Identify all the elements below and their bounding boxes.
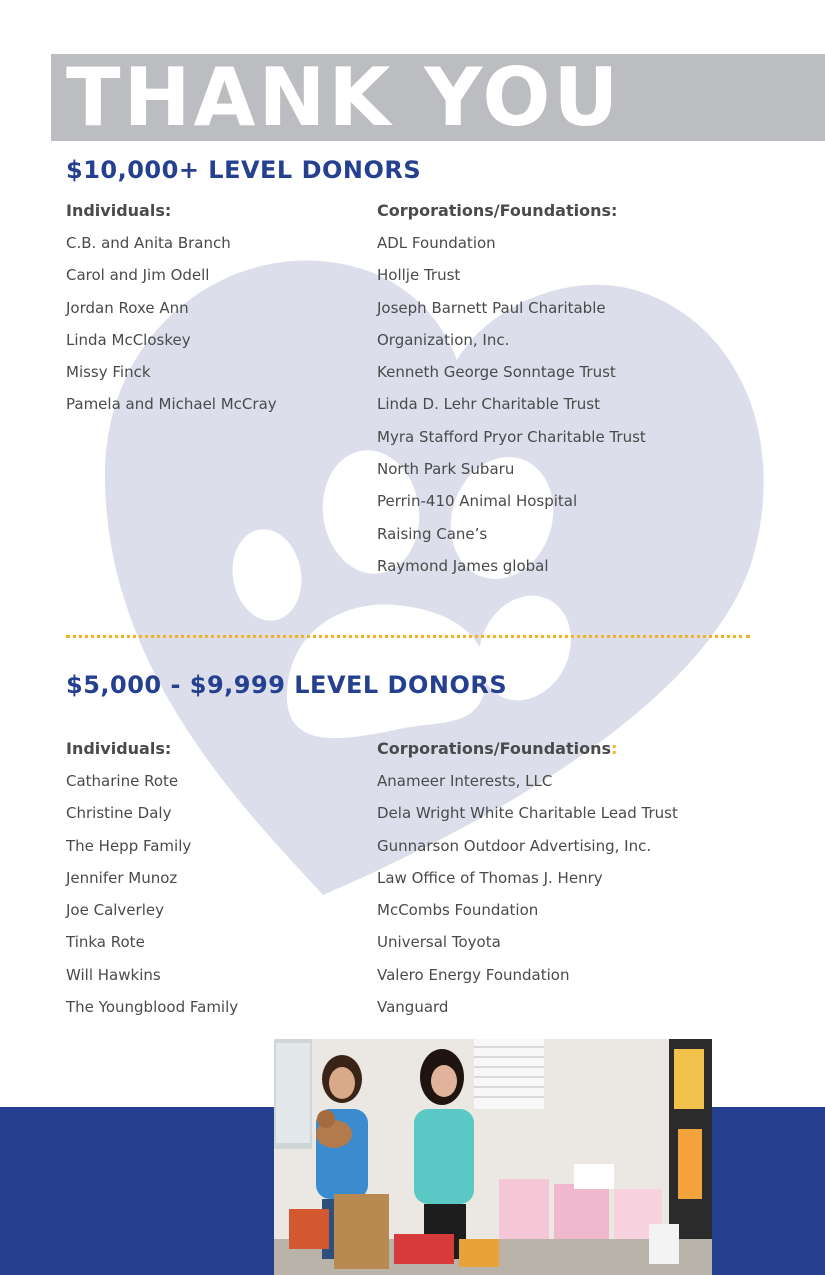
list-item: Law Office of Thomas J. Henry bbox=[377, 868, 603, 887]
list-item: Jordan Roxe Ann bbox=[66, 298, 189, 317]
list-item: Gunnarson Outdoor Advertising, Inc. bbox=[377, 836, 652, 855]
list-item: Catharine Rote bbox=[66, 772, 179, 790]
page-title: THANK YOU bbox=[66, 51, 622, 144]
list-item: Anameer Interests, LLC bbox=[377, 772, 553, 790]
corporations-heading-colon: : bbox=[610, 739, 618, 758]
list-item: Raising Cane’s bbox=[377, 524, 488, 543]
list-item: Linda D. Lehr Charitable Trust bbox=[377, 395, 600, 414]
list-item: Perrin-410 Animal Hospital bbox=[377, 492, 578, 511]
corporations-heading: Corporations/Foundations: bbox=[377, 201, 618, 220]
list-item: Carol and Jim Odell bbox=[66, 266, 210, 285]
corporations-list bbox=[377, 772, 678, 1030]
list-item: Will Hawkins bbox=[66, 965, 161, 984]
volunteers-photo bbox=[274, 1039, 712, 1275]
list-item: McCombs Foundation bbox=[377, 901, 539, 920]
section-heading-10000: $10,000+ LEVEL DONORS bbox=[66, 156, 422, 184]
list-item: Christine Daly bbox=[66, 804, 172, 823]
list-item: Kenneth George Sonntage Trust bbox=[377, 363, 616, 382]
list-item: Joseph Barnett Paul Charitable bbox=[377, 298, 606, 317]
list-item: Tinka Rote bbox=[66, 933, 145, 952]
list-item: Linda McCloskey bbox=[66, 330, 191, 349]
list-item: Raymond James global bbox=[377, 556, 549, 575]
list-item: The Hepp Family bbox=[66, 836, 192, 855]
list-item: C.B. and Anita Branch bbox=[66, 234, 231, 252]
list-item: ADL Foundation bbox=[377, 234, 496, 252]
list-item: Joe Calverley bbox=[66, 901, 164, 920]
list-item: Jennifer Munoz bbox=[66, 868, 178, 887]
individuals-heading: Individuals: bbox=[66, 739, 172, 758]
list-item: Valero Energy Foundation bbox=[377, 965, 570, 984]
section-divider bbox=[66, 635, 750, 638]
list-item: Missy Finck bbox=[66, 363, 151, 382]
corporations-heading bbox=[377, 739, 617, 758]
list-item: Organization, Inc. bbox=[377, 330, 510, 349]
list-item: Hollje Trust bbox=[377, 266, 461, 285]
individuals-list bbox=[66, 234, 277, 428]
list-item: Dela Wright White Charitable Lead Trust bbox=[377, 804, 678, 823]
list-item: Vanguard bbox=[377, 998, 449, 1017]
corporations-list bbox=[377, 234, 646, 589]
list-item: The Youngblood Family bbox=[66, 998, 239, 1017]
individuals-heading: Individuals: bbox=[66, 201, 172, 220]
corporations-heading-text: Corporations/Foundations bbox=[377, 739, 611, 758]
list-item: Universal Toyota bbox=[377, 933, 501, 952]
list-item: Myra Stafford Pryor Charitable Trust bbox=[377, 427, 646, 446]
individuals-list bbox=[66, 772, 238, 1030]
section-heading-5000: $5,000 - $9,999 LEVEL DONORS bbox=[66, 671, 508, 699]
list-item: North Park Subaru bbox=[377, 460, 515, 479]
list-item: Pamela and Michael McCray bbox=[66, 395, 277, 414]
